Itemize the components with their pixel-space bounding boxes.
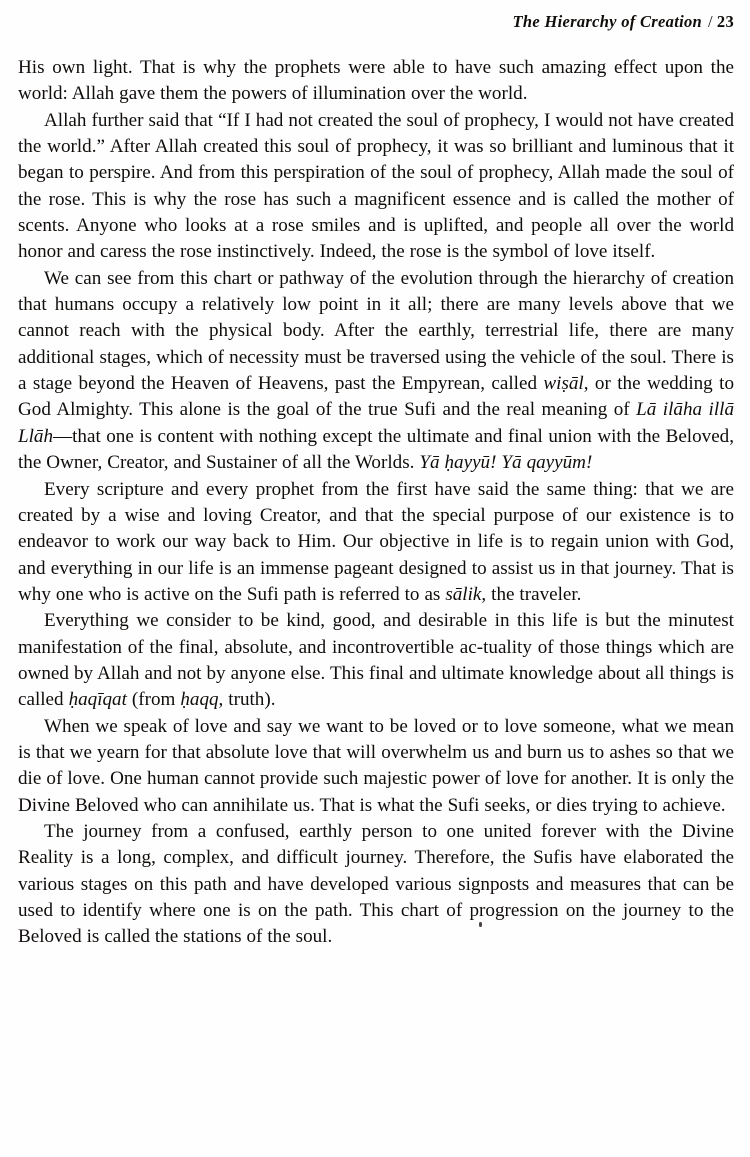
paragraph: Allah further said that “If I had not created the soul of prophecy, I would not have created the world.” After Allah created this soul of prophecy, it was so brilliant and luminous that it began to perspire. And from this perspiration of the soul of prophecy, Allah made the soul of the rose. This is why the rose has such a magnificent essence and is called the mother of scents. Anyone who looks at a rose smiles and is uplifted, and people all over the world honor and caress the rose instinctively. Indeed, the rose is the symbol of love itself. <box>18 109 734 263</box>
paragraph: The journey from a confused, earthly person to one united forever with the Divine Reality is a long, complex, and difficult journey. Therefore, the Sufis have elaborated the various stages on this path and have developed various signposts and measures that can be used to identify where one is on the path. This chart of progression on the journey to the Beloved is called the stations of the soul. <box>18 820 734 948</box>
transliterated-term: sālik <box>445 583 482 605</box>
paragraph: When we speak of love and say we want to be loved or to love someone, what we mean is that we yearn for that absolute love that will overwhelm us and burn us to ashes so that we die of love. One human cannot provide such majestic power of love for another. It is only the Divine Beloved who can annihilate us. That is what the Sufi seeks, or dies trying to achieve. <box>18 715 734 816</box>
transliterated-term: Yā ḥayyū! Yā qayyūm! <box>419 452 593 474</box>
paragraph: His own light. That is why the prophets were able to have such amazing effect upon the world: Allah gave them the powers of illumination over the world. <box>18 57 734 105</box>
page-number: 23 <box>716 12 734 31</box>
body-text-column <box>18 55 734 951</box>
running-header-title: The Hierarchy of Creation <box>512 12 702 31</box>
transliterated-term: ḥaqīqat <box>68 689 127 711</box>
scan-artifact-speck <box>479 922 482 927</box>
running-header-separator: / <box>708 12 713 31</box>
paragraph: We can see from this chart or pathway of the evolution through the hierarchy of creation that humans occupy a relatively low point in it all; there are many levels above that we cannot reach with the physical body. After the earthly, terrestrial life, there are many additional stages, which of necessity must be traversed using the vehicle of the soul. There is a stage beyond the Heaven of Heavens, past the Empyrean, called wiṣāl, or the wedding to God Almighty. This alone is the goal of the true Sufi and the real meaning of Lā ilāha illā Llāh—that one is content with nothing except the ultimate and final union with the Beloved, the Owner, Creator, and Sustainer of all the Worlds. Yā ḥayyū! Yā qayyūm! <box>18 267 735 474</box>
running-header <box>513 12 734 32</box>
transliterated-term: Lā ilāha illā Llāh <box>18 399 735 447</box>
transliterated-term: wiṣāl <box>543 373 584 395</box>
paragraph: Everything we consider to be kind, good, and desirable in this life is but the minutest manifestation of the final, absolute, and incontrovertible ac-tuality of those things which are owned by Allah and not by anyone else. This final and ultimate knowledge about all things is called ḥaqīqat (from ḥaqq, truth). <box>18 610 734 711</box>
transliterated-term: ḥaqq <box>180 689 219 711</box>
paragraph: Every scripture and every prophet from the first have said the same thing: that we are created by a wise and loving Creator, and that the special purpose of our existence is to endeavor to work our way back to Him. Our objective in life is to regain union with God, and everything in our life is an immense pageant designed to assist us in that journey. That is why one who is active on the Sufi path is referred to as sālik, the traveler. <box>18 478 734 605</box>
